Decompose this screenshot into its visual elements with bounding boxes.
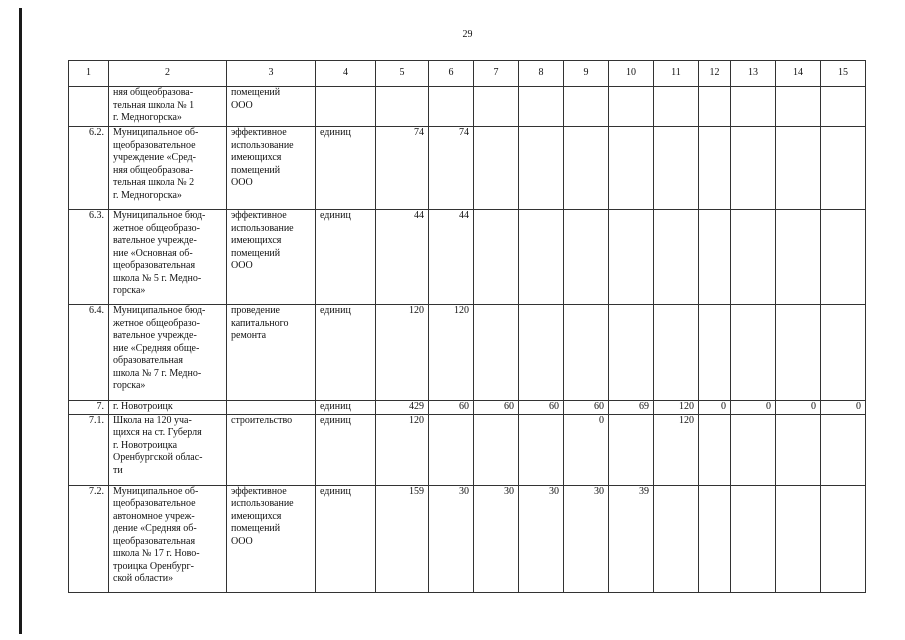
table-cell-col-5: 74 — [376, 127, 429, 210]
table-cell-col-1 — [69, 87, 109, 127]
table-cell-col-6: 74 — [429, 127, 474, 210]
table-cell-col-11 — [654, 210, 699, 305]
table-cell-col-6 — [429, 87, 474, 127]
table-cell-col-6: 44 — [429, 210, 474, 305]
table-cell-col-8 — [519, 305, 564, 401]
table-cell-col-2: Муниципальное об- щеобразовательное автономное учреж- дение «Средняя об- щеобразовательная школа № 17 г. Ново- троицка Оренбург- ской области» — [109, 485, 227, 592]
table-cell-col-8: 30 — [519, 485, 564, 592]
data-table — [68, 60, 866, 593]
table-cell-col-13 — [731, 305, 776, 401]
table-cell-col-4: единиц — [316, 414, 376, 485]
header-cell-col-3: 3 — [227, 61, 316, 87]
table-cell-col-10 — [609, 87, 654, 127]
table-cell-col-2: Муниципальное об- щеобразовательное учреждение «Сред- няя общеобразова- тельная школа № 2 г. Медногорска» — [109, 127, 227, 210]
header-cell-col-11: 11 — [654, 61, 699, 87]
header-cell-col-7: 7 — [474, 61, 519, 87]
table-cell-col-13 — [731, 87, 776, 127]
table-cell-col-1: 6.3. — [69, 210, 109, 305]
table-cell-col-8: 60 — [519, 401, 564, 415]
table-cell-col-8 — [519, 414, 564, 485]
table-cell-col-7 — [474, 127, 519, 210]
table-cell-col-2: Муниципальное бюд- жетное общеобразо- вательное учрежде- ние «Основная об- щеобразовательная школа № 5 г. Медно- горска» — [109, 210, 227, 305]
table-cell-col-10 — [609, 414, 654, 485]
table-cell-col-15 — [821, 305, 866, 401]
table-cell-col-11: 120 — [654, 401, 699, 415]
header-cell-col-9: 9 — [564, 61, 609, 87]
table-cell-col-9 — [564, 127, 609, 210]
table-cell-col-15 — [821, 127, 866, 210]
table-cell-col-7 — [474, 87, 519, 127]
table-cell-col-8 — [519, 127, 564, 210]
table-cell-col-1: 7.1. — [69, 414, 109, 485]
table-cell-col-15 — [821, 87, 866, 127]
table-cell-col-11: 120 — [654, 414, 699, 485]
scan-edge-bar — [19, 8, 22, 634]
table-cell-col-11 — [654, 127, 699, 210]
table-cell-col-3: эффективное использование имеющихся помещений ООО — [227, 210, 316, 305]
table-cell-col-4: единиц — [316, 210, 376, 305]
table-cell-col-6: 30 — [429, 485, 474, 592]
table-cell-col-12 — [699, 414, 731, 485]
table-cell-col-10: 69 — [609, 401, 654, 415]
table-row — [69, 305, 866, 401]
table-cell-col-15 — [821, 414, 866, 485]
table-cell-col-8 — [519, 210, 564, 305]
table-cell-col-7 — [474, 414, 519, 485]
table-cell-col-10: 39 — [609, 485, 654, 592]
table-cell-col-5: 120 — [376, 305, 429, 401]
table-header — [69, 61, 866, 87]
table-cell-col-3: строительство — [227, 414, 316, 485]
table-cell-col-12 — [699, 127, 731, 210]
table-cell-col-7 — [474, 305, 519, 401]
table-cell-col-13 — [731, 210, 776, 305]
table-cell-col-14: 0 — [776, 401, 821, 415]
table-cell-col-4 — [316, 87, 376, 127]
table-row — [69, 401, 866, 415]
table-cell-col-14 — [776, 305, 821, 401]
table-cell-col-5: 120 — [376, 414, 429, 485]
table-cell-col-3: эффективное использование имеющихся помещений ООО — [227, 127, 316, 210]
table-cell-col-3 — [227, 401, 316, 415]
header-cell-col-6: 6 — [429, 61, 474, 87]
table-cell-col-7: 60 — [474, 401, 519, 415]
table-cell-col-10 — [609, 305, 654, 401]
table-cell-col-15 — [821, 210, 866, 305]
table-cell-col-6: 120 — [429, 305, 474, 401]
table-cell-col-3: помещений ООО — [227, 87, 316, 127]
header-cell-col-8: 8 — [519, 61, 564, 87]
table-cell-col-12 — [699, 210, 731, 305]
table-cell-col-9: 60 — [564, 401, 609, 415]
table-cell-col-7 — [474, 210, 519, 305]
table-cell-col-14 — [776, 210, 821, 305]
table-cell-col-4: единиц — [316, 485, 376, 592]
table-cell-col-9 — [564, 87, 609, 127]
header-row — [69, 61, 866, 87]
table-cell-col-11 — [654, 305, 699, 401]
table-cell-col-12: 0 — [699, 401, 731, 415]
table-row — [69, 127, 866, 210]
table-cell-col-9: 30 — [564, 485, 609, 592]
table-cell-col-2: Школа на 120 уча- щихся на ст. Губерля г. Новотроицка Оренбургской облас- ти — [109, 414, 227, 485]
header-cell-col-13: 13 — [731, 61, 776, 87]
table-cell-col-14 — [776, 87, 821, 127]
header-cell-col-4: 4 — [316, 61, 376, 87]
table-cell-col-15 — [821, 485, 866, 592]
table-cell-col-11 — [654, 485, 699, 592]
table-body — [69, 87, 866, 593]
header-cell-col-14: 14 — [776, 61, 821, 87]
table-cell-col-4: единиц — [316, 401, 376, 415]
header-cell-col-1: 1 — [69, 61, 109, 87]
table-cell-col-4: единиц — [316, 305, 376, 401]
table-cell-col-6 — [429, 414, 474, 485]
table-cell-col-12 — [699, 305, 731, 401]
table-cell-col-10 — [609, 210, 654, 305]
table-cell-col-5: 429 — [376, 401, 429, 415]
table-row — [69, 485, 866, 592]
header-cell-col-12: 12 — [699, 61, 731, 87]
table-cell-col-3: проведение капитального ремонта — [227, 305, 316, 401]
page-number: 29 — [462, 29, 473, 40]
table-cell-col-13 — [731, 127, 776, 210]
table-cell-col-14 — [776, 485, 821, 592]
table-cell-col-6: 60 — [429, 401, 474, 415]
table-cell-col-1: 7. — [69, 401, 109, 415]
table-cell-col-7: 30 — [474, 485, 519, 592]
table-cell-col-13 — [731, 414, 776, 485]
table-cell-col-14 — [776, 414, 821, 485]
table-cell-col-2: няя общеобразова- тельная школа № 1 г. Медногорска» — [109, 87, 227, 127]
header-cell-col-5: 5 — [376, 61, 429, 87]
header-cell-col-2: 2 — [109, 61, 227, 87]
table-cell-col-12 — [699, 485, 731, 592]
table-cell-col-5 — [376, 87, 429, 127]
table-cell-col-1: 6.4. — [69, 305, 109, 401]
table-cell-col-9 — [564, 305, 609, 401]
table-cell-col-9: 0 — [564, 414, 609, 485]
table-cell-col-11 — [654, 87, 699, 127]
table-cell-col-5: 159 — [376, 485, 429, 592]
table-cell-col-4: единиц — [316, 127, 376, 210]
table-cell-col-12 — [699, 87, 731, 127]
table-row — [69, 210, 866, 305]
table-cell-col-8 — [519, 87, 564, 127]
table-cell-col-9 — [564, 210, 609, 305]
table-row — [69, 87, 866, 127]
table-cell-col-10 — [609, 127, 654, 210]
table-cell-col-2: Муниципальное бюд- жетное общеобразо- вательное учрежде- ние «Средняя обще- образовательная школа № 7 г. Медно- горска» — [109, 305, 227, 401]
table-cell-col-13: 0 — [731, 401, 776, 415]
table-cell-col-1: 6.2. — [69, 127, 109, 210]
table-cell-col-1: 7.2. — [69, 485, 109, 592]
header-cell-col-15: 15 — [821, 61, 866, 87]
table-cell-col-3: эффективное использование имеющихся помещений ООО — [227, 485, 316, 592]
header-cell-col-10: 10 — [609, 61, 654, 87]
table-cell-col-14 — [776, 127, 821, 210]
table-cell-col-5: 44 — [376, 210, 429, 305]
table-cell-col-15: 0 — [821, 401, 866, 415]
table-cell-col-13 — [731, 485, 776, 592]
table-row — [69, 414, 866, 485]
table-cell-col-2: г. Новотроицк — [109, 401, 227, 415]
